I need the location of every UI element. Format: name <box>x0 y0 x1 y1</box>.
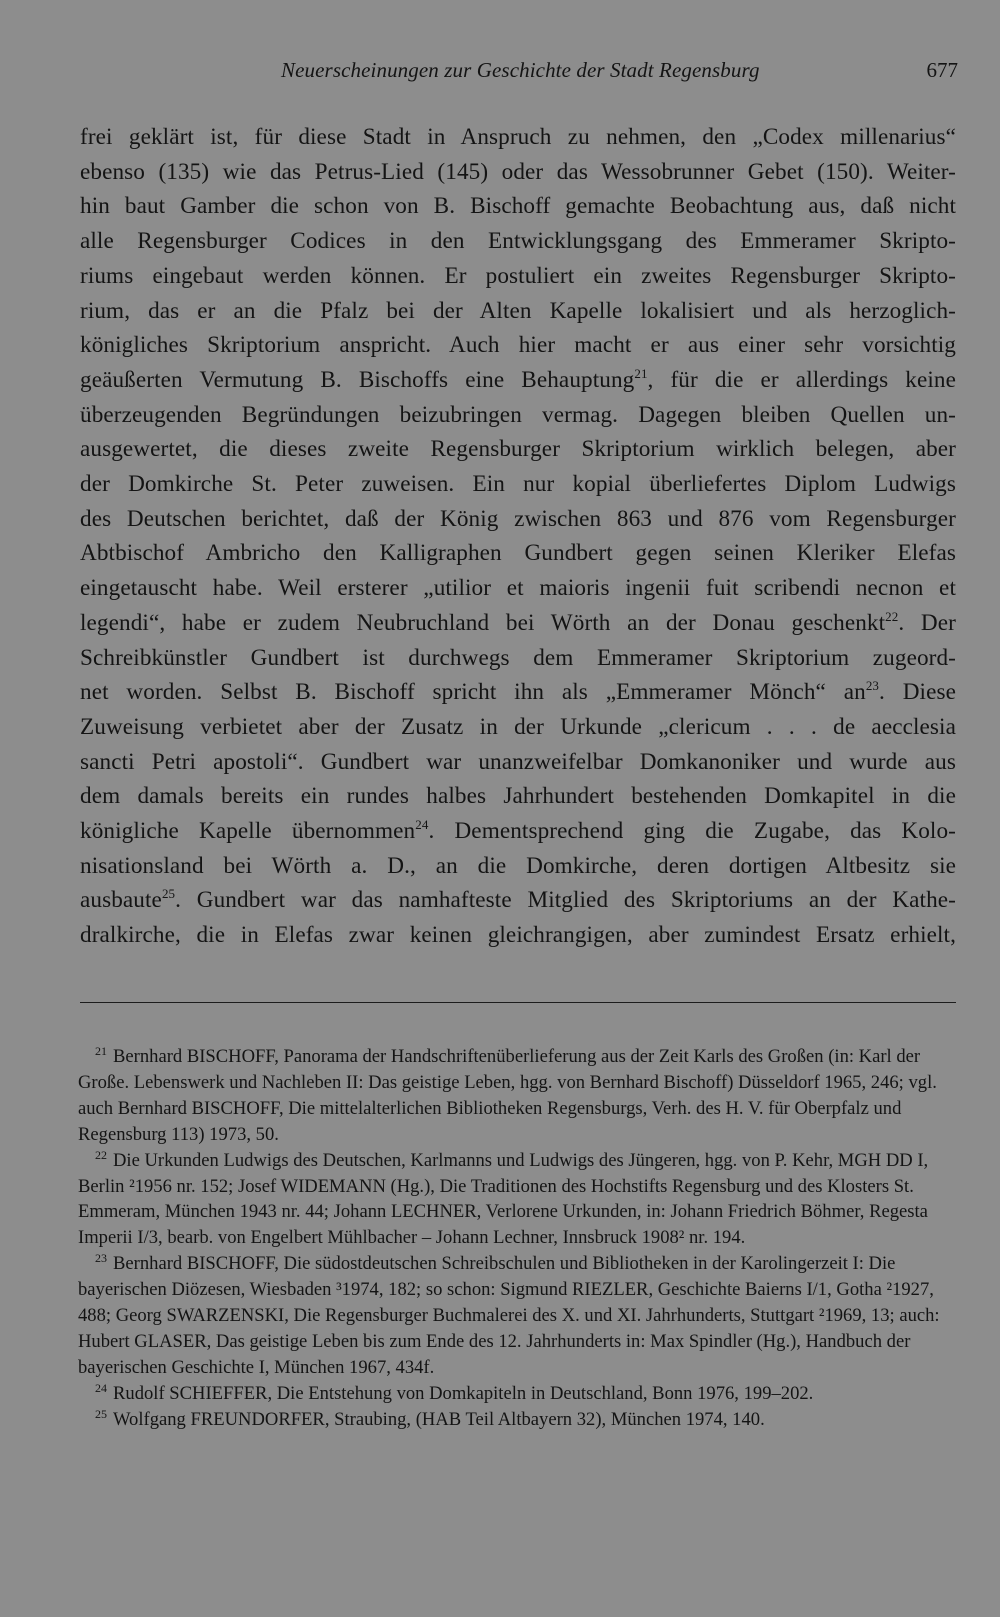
footnote: 21 Bernhard BISCHOFF, Panorama der Handschriftenüberlieferung aus der Zeit Karls des Großen (in: Karl der Große. Lebenswerk und Nachleben II: Das geistige Leben, hgg. von Bernhard Bischoff) Düsseldorf 1965, 246; vgl. auch Bernhard BISCHOFF, Die mittelalterlichen Bibliotheken Regensburgs, Verh. des H. V. für Oberpfalz und Regensburg 113) 1973, 50. <box>78 1044 937 1145</box>
body-line: hin baut Gamber die schon von B. Bischoff gemachte Beobachtung aus, daß nicht <box>80 193 956 220</box>
body-line: überzeugenden Begründungen beizubringen vermag. Dagegen bleiben Quellen un- <box>80 401 956 428</box>
body-line: rium, das er an die Pfalz bei der Alten Kapelle lokalisiert und als herzoglich- <box>80 297 956 324</box>
footnote: 22 Die Urkunden Ludwigs des Deutschen, Karlmanns und Ludwigs des Jüngeren, hgg. von P. Kehr, MGH DD I, Berlin ²1956 nr. 152; Josef WIDEMANN (Hg.), Die Traditionen des Hochstifts Regensburg und des Klosters St. Emmeram, München 1943 nr. 44; Johann LECHNER, Verlorene Urkunden, in: Johann Friedrich Böhmer, Regesta Imperii I/3, bearb. von Engelbert Mühlbacher – Johann Lechner, Innsbruck 1908² nr. 194. <box>78 1147 929 1249</box>
body-line: der Domkirche St. Peter zuweisen. Ein nur kopial überliefertes Diplom Ludwigs <box>80 471 956 498</box>
body-line: nisationsland bei Wörth a. D., an die Domkirche, deren dortigen Altbesitz sie <box>80 852 956 879</box>
body-line: Abtbischof Ambricho den Kalligraphen Gundbert gegen seinen Kleriker Elefas <box>80 540 956 567</box>
footnote-ref: 25 <box>161 886 176 902</box>
body-line: dralkirche, die in Elefas zwar keinen gleichrangigen, aber zumindest Ersatz erhielt, <box>80 922 956 949</box>
footnote-ref: 24 <box>415 817 429 833</box>
footnote: 24 Rudolf SCHIEFFER, Die Entstehung von Domkapiteln in Deutschland, Bonn 1976, 199–202. <box>95 1380 814 1404</box>
body-line: königliche Kapelle übernommen$^{24}$. Dementsprechend ging die Zugabe, das Kolo- <box>80 817 956 845</box>
body-line: geäußerten Vermutung B. Bischoffs eine Behauptung$^{21}$, für die er allerdings keine <box>80 365 956 393</box>
body-line: alle Regensburger Codices in den Entwicklungsgang des Emmeramer Skripto- <box>80 228 956 255</box>
body-line: riums eingebaut werden können. Er postuliert ein zweites Regensburger Skripto- <box>80 262 956 289</box>
footnote-ref: 21 <box>634 365 648 381</box>
body-line: des Deutschen berichtet, daß der König zwischen 863 und 876 vom Regensburger <box>80 505 956 532</box>
body-line: ebenso (135) wie das Petrus-Lied (145) oder das Wessobrunner Gebet (150). Weiter- <box>80 158 956 185</box>
body-line: Zuweisung verbietet aber der Zusatz in der Urkunde „clericum . . . de aecclesia <box>80 713 956 740</box>
body-line: dem damals bereits ein rundes halbes Jahrhundert bestehenden Domkapitel in die <box>80 783 956 810</box>
page-number: 677 <box>926 58 958 82</box>
body-line: sancti Petri apostoli“. Gundbert war unanzweifelbar Domkanoniker und wurde aus <box>80 748 956 775</box>
footnote-ref: 22 <box>885 608 899 624</box>
running-title: Neuerscheinungen zur Geschichte der Stadt Regensburg <box>281 58 760 82</box>
footnote-separator <box>80 1002 956 1003</box>
body-line: königliches Skriptorium anspricht. Auch hier macht er aus einer sehr vorsichtig <box>80 332 956 359</box>
body-line: legendi“, habe er zudem Neubruchland bei Wörth an der Donau geschenkt$^{22}$. Der <box>80 608 956 636</box>
footnote-ref: 23 <box>865 678 880 694</box>
body-text <box>80 120 956 953</box>
body-line: ausbaute$^{25}$. Gundbert war das namhafteste Mitglied des Skriptoriums an der Kathe- <box>80 886 956 914</box>
footnote-text: Bernhard BISCHOFF, Die südostdeutschen Schreibschulen und Bibliotheken in der Karolingerzeit I: Die bayerischen Diözesen, Wiesbaden ³1974, 182; so schon: Sigmund RIEZLER, Geschichte Baierns I/1, Gotha ²1927, 488; Georg SWARZENSKI, Die Regensburger Buchmalerei des X. und XI. Jahrhunderts, Stuttgart ²1969, 13; auch: Hubert GLASER, Das geistige Leben bis zum Ende des 12. Jahrhunderts in: Max Spindler (Hg.), Handbuch der bayerischen Geschichte I, München 1967, 434f. <box>78 1253 940 1378</box>
body-line: ausgewertet, die dieses zweite Regensburger Skriptorium wirklich belegen, aber <box>80 436 956 463</box>
body-line: Schreibkünstler Gundbert ist durchwegs dem Emmeramer Skriptorium zugeord- <box>80 644 956 671</box>
footnote: 23 Bernhard BISCHOFF, Die südostdeutschen Schreibschulen und Bibliotheken in der Karolingerzeit I: Die bayerischen Diözesen, Wiesbaden ³1974, 182; so schon: Sigmund RIEZLER, Geschichte Baierns I/1, Gotha ²1927, 488; Georg SWARZENSKI, Die Regensburger Buchmalerei des X. und XI. Jahrhunderts, Stuttgart ²1969, 13; auch: Hubert GLASER, Das geistige Leben bis zum Ende des 12. Jahrhunderts in: Max Spindler (Hg.), Handbuch der bayerischen Geschichte I, München 1967, 434f. <box>78 1251 940 1378</box>
body-line: frei geklärt ist, für diese Stadt in Anspruch zu nehmen, den „Codex millenarius“ <box>80 124 956 150</box>
footnote-text: Rudolf SCHIEFFER, Die Entstehung von Domkapiteln in Deutschland, Bonn 1976, 199–202. <box>113 1382 814 1404</box>
page-header <box>0 58 1000 90</box>
footnote-text: Wolfgang FREUNDORFER, Straubing, (HAB Teil Altbayern 32), München 1974, 140. <box>113 1408 765 1430</box>
footnote-text: Bernhard BISCHOFF, Panorama der Handschriftenüberlieferung aus der Zeit Karls des Großen (in: Karl der Große. Lebenswerk und Nachleben II: Das geistige Leben, hgg. von Bernhard Bischoff) Düsseldorf 1965, 246; vgl. auch Bernhard BISCHOFF, Die mittelalterlichen Bibliotheken Regensburgs, Verh. des H. V. für Oberpfalz und Regensburg 113) 1973, 50. <box>78 1046 937 1145</box>
footnote: 25 Wolfgang FREUNDORFER, Straubing, (HAB Teil Altbayern 32), München 1974, 140. <box>95 1406 765 1430</box>
body-line: eingetauscht habe. Weil ersterer „utilior et maioris ingenii fuit scribendi necnon et <box>80 575 956 602</box>
footnotes <box>78 1044 954 1433</box>
footnote-text: Die Urkunden Ludwigs des Deutschen, Karlmanns und Ludwigs des Jüngeren, hgg. von P. Kehr, MGH DD I, Berlin ²1956 nr. 152; Josef WIDEMANN (Hg.), Die Traditionen des Hochstifts Regensburg und des Klosters St. Emmeram, München 1943 nr. 44; Johann LECHNER, Verlorene Urkunden, in: Johann Friedrich Böhmer, Regesta Imperii I/3, bearb. von Engelbert Mühlbacher – Johann Lechner, Innsbruck 1908² nr. 194. <box>78 1149 929 1249</box>
body-line: net worden. Selbst B. Bischoff spricht ihn als „Emmeramer Mönch“ $an^{23}$. Diese <box>80 678 957 706</box>
